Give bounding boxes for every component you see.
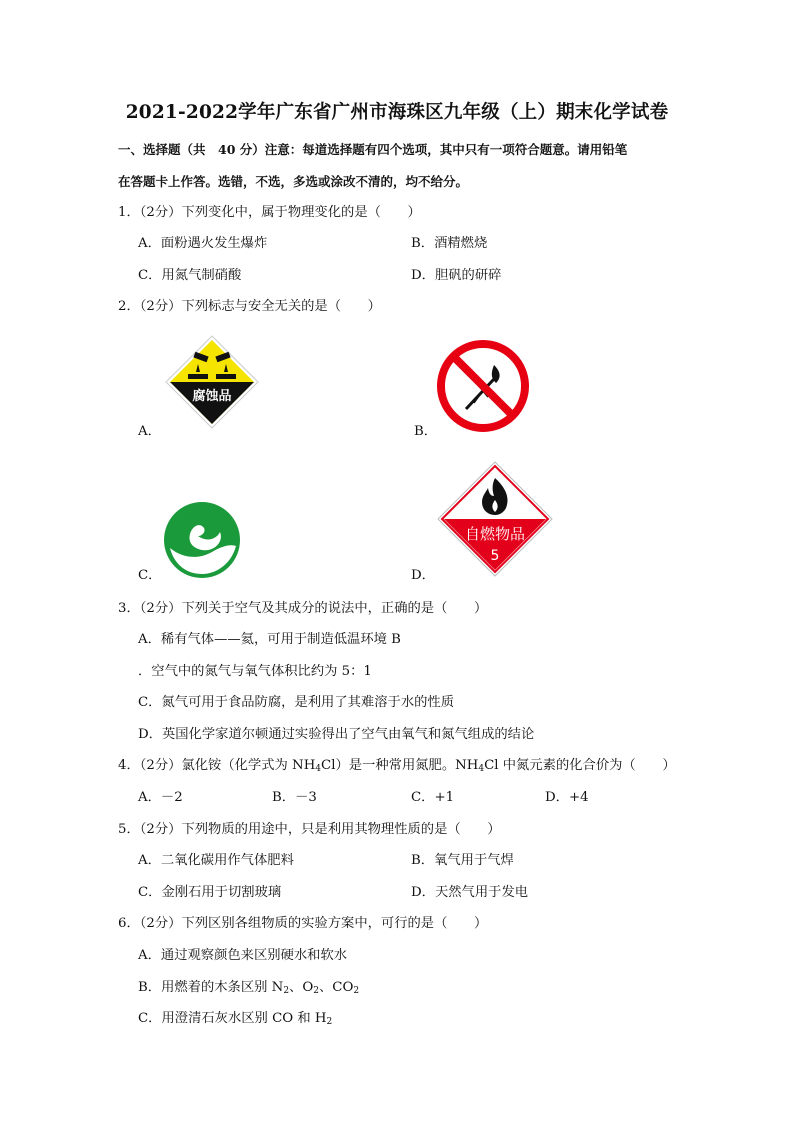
no-open-flame-sign-icon: [436, 339, 530, 433]
flammable-sign-text: 自燃物品: [464, 525, 526, 543]
question-6-stem: 6．（2分）下列区别各组物质的实验方案中，可行的是（ ）: [118, 916, 488, 931]
question-5-option-c: C．金刚石用于切割玻璃: [138, 885, 282, 900]
flammable-solid-sign-icon: [436, 460, 554, 578]
question-5-option-a: A．二氧化碳用作气体肥料: [138, 853, 294, 868]
question-3-option-b: ．空气中的氮气与氧气体积比约为 5：1: [138, 664, 372, 679]
section-intro-line-2: 在答题卡上作答。选错，不选，多选或涂改不清的，均不给分。: [118, 174, 469, 189]
question-5-stem: 5．（2分）下列物质的用途中，只是利用其物理性质的是（ ）: [118, 822, 501, 837]
question-1-option-b: B．酒精燃烧: [411, 236, 488, 251]
question-2-label-a: A．: [138, 424, 161, 439]
question-1-stem: 1．（2分）下列变化中，属于物理变化的是（ ）: [118, 205, 421, 220]
question-6-option-a: A．通过观察颜色来区别硬水和软水: [138, 948, 348, 963]
corrosive-sign-text: 腐蚀品: [192, 389, 232, 404]
question-3-option-a: A．稀有气体——氦，可用于制造低温环境 B: [138, 632, 401, 647]
question-5-option-d: D．天然气用于发电: [411, 885, 529, 900]
question-2-label-c: C．: [138, 568, 162, 583]
corrosive-sign-icon: [164, 334, 260, 430]
question-3-option-d: D．英国化学家道尔顿通过实验得出了空气由氧气和氮气组成的结论: [138, 727, 535, 742]
question-1-option-c: C．用氮气制硝酸: [138, 268, 242, 283]
question-1-option-d: D．胆矾的研碎: [411, 268, 502, 283]
question-1-option-a: A．面粉遇火发生爆炸: [138, 236, 268, 251]
question-5-option-b: B．氧气用于气焊: [411, 853, 514, 868]
question-3-stem: 3．（2分）下列关于空气及其成分的说法中，正确的是（ ）: [118, 601, 488, 616]
question-4-option-c: C．+1: [411, 790, 455, 805]
question-6-option-b: B．用燃着的木条区别 $N_2$、$O_2$、$CO_2$: [138, 980, 360, 996]
question-2-label-b: B．: [414, 424, 438, 439]
flammable-sign-number: 5: [490, 548, 500, 564]
page-title: 2021-2022学年广东省广州市海珠区九年级（上）期末化学试卷: [125, 102, 669, 123]
question-4-option-b: B．－3: [272, 790, 317, 805]
question-2-label-d: D．: [411, 568, 435, 583]
question-4-stem: 4．（2分）氯化铵（化学式为 $NH_4Cl$）是一种常用氮肥。$NH_4Cl$ 中氮元素的化合价为（ ）: [118, 758, 676, 774]
question-3-option-c: C．氮气可用于食品防腐，是利用了其难溶于水的性质: [138, 695, 455, 710]
question-6-option-c: C．用澄清石灰水区别 CO 和 $H_2$: [138, 1011, 333, 1027]
green-product-sign-icon: [162, 500, 242, 580]
question-2-stem: 2．（2分）下列标志与安全无关的是（ ）: [118, 299, 381, 314]
question-4-option-d: D．+4: [545, 790, 589, 805]
section-intro-line-1: 一、选择题（共 40 分）注意：每道选择题有四个选项，其中只有一项符合题意。请用铅笔: [118, 142, 628, 157]
question-4-option-a: A．－2: [138, 790, 183, 805]
